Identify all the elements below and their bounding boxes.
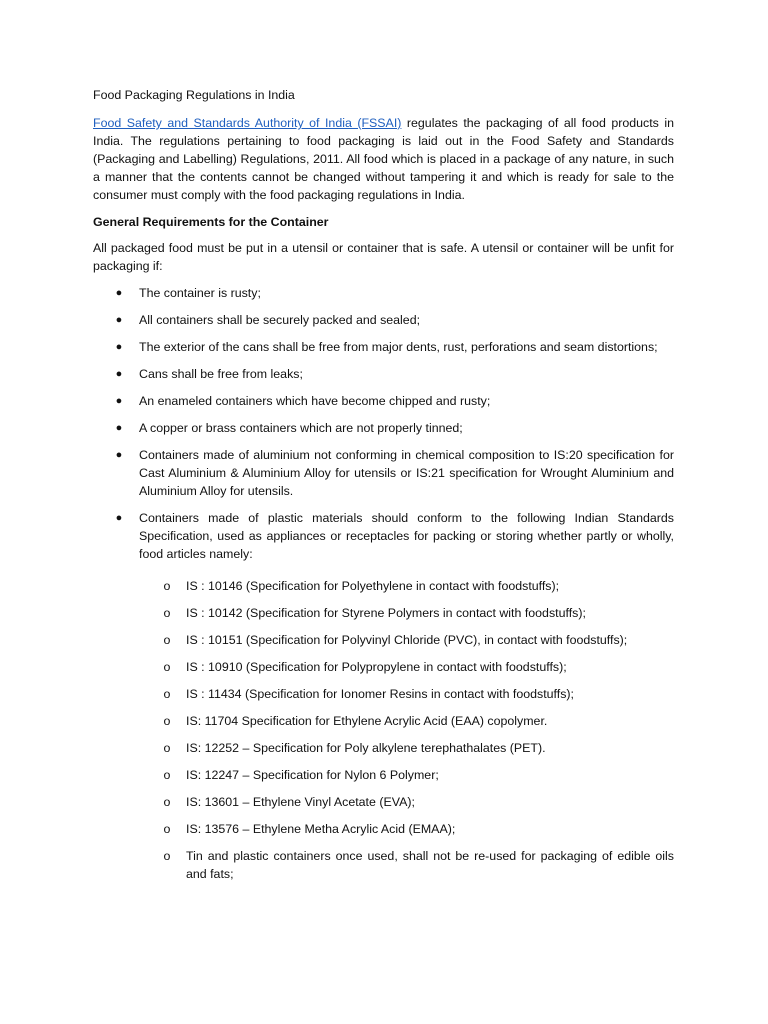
- bullet-icon: ●: [115, 512, 123, 524]
- circle-bullet-icon: o: [163, 768, 171, 782]
- sub-list-item-text: IS: 12252 – Specification for Poly alkylene terephathalates (PET).: [186, 741, 546, 755]
- page-title: Food Packaging Regulations in India: [93, 88, 295, 102]
- sub-list-item: [139, 604, 674, 622]
- section-intro: All packaged food must be put in a utensil or container that is safe. A utensil or container will be unfit for packaging if:: [93, 241, 674, 273]
- bullet-icon: ●: [115, 449, 123, 461]
- list-item-text: The container is rusty;: [139, 286, 261, 300]
- bullet-icon: ●: [115, 422, 123, 434]
- list-item-text: Containers made of aluminium not conforming in chemical composition to IS:20 specification for Cast Aluminium & Aluminium Alloy for utensils or IS:21 specification for Wrought Aluminium and Aluminium Alloy for utensils.: [139, 448, 674, 498]
- sub-list-item: [139, 631, 674, 649]
- document-body: [93, 86, 674, 892]
- list-item-text: An enameled containers which have become chipped and rusty;: [139, 394, 491, 408]
- sub-list-item-text: IS: 12247 – Specification for Nylon 6 Polymer;: [186, 768, 439, 782]
- list-item: [93, 338, 674, 356]
- bullet-icon: ●: [115, 287, 123, 299]
- list-item: [93, 365, 674, 383]
- sub-list-item: [139, 577, 674, 595]
- list-item-text: All containers shall be securely packed and sealed;: [139, 313, 421, 327]
- sub-list-item: [139, 658, 674, 676]
- sub-list-item: [139, 847, 674, 883]
- list-item: [93, 311, 674, 329]
- circle-bullet-icon: o: [163, 660, 171, 674]
- sub-list-item-text: Tin and plastic containers once used, shall not be re-used for packaging of edible oils and fats;: [186, 849, 674, 881]
- sub-list-item: [139, 685, 674, 703]
- sub-list-item-text: IS: 13576 – Ethylene Metha Acrylic Acid (EMAA);: [186, 822, 456, 836]
- list-item-text: Cans shall be free from leaks;: [139, 367, 303, 381]
- list-item-text: Containers made of plastic materials should conform to the following Indian Standards Specification, used as appliances or receptacles for packing or storing whether partly or wholly, food articles namely:: [139, 511, 674, 561]
- sub-list-item: [139, 820, 674, 838]
- list-item: [93, 419, 674, 437]
- section-heading: General Requirements for the Container: [93, 215, 329, 229]
- sub-list-item-text: IS : 10142 (Specification for Styrene Polymers in contact with foodstuffs);: [186, 606, 586, 620]
- circle-bullet-icon: o: [163, 579, 171, 593]
- sub-list-item-text: IS: 13601 – Ethylene Vinyl Acetate (EVA);: [186, 795, 415, 809]
- sub-list-item-text: IS : 11434 (Specification for Ionomer Resins in contact with foodstuffs);: [186, 687, 574, 701]
- circle-bullet-icon: o: [163, 849, 171, 863]
- sub-list-item-text: IS : 10146 (Specification for Polyethylene in contact with foodstuffs);: [186, 579, 560, 593]
- bullet-icon: ●: [115, 395, 123, 407]
- sub-list-item: [139, 712, 674, 730]
- list-item: [93, 284, 674, 302]
- bullet-icon: ●: [115, 341, 123, 353]
- intro-paragraph: [93, 114, 674, 204]
- list-item: [93, 446, 674, 500]
- circle-bullet-icon: o: [163, 633, 171, 647]
- sub-list-item-text: IS: 11704 Specification for Ethylene Acrylic Acid (EAA) copolymer.: [186, 714, 548, 728]
- sub-list-item: [139, 793, 674, 811]
- requirements-list: [93, 284, 674, 883]
- standards-sublist: [139, 577, 674, 883]
- list-item: [93, 392, 674, 410]
- circle-bullet-icon: o: [163, 714, 171, 728]
- circle-bullet-icon: o: [163, 822, 171, 836]
- sub-list-item: [139, 739, 674, 757]
- bullet-icon: ●: [115, 368, 123, 380]
- list-item: [93, 509, 674, 883]
- sub-list-item-text: IS : 10151 (Specification for Polyvinyl Chloride (PVC), in contact with foodstuffs);: [186, 633, 628, 647]
- bullet-icon: ●: [115, 314, 123, 326]
- circle-bullet-icon: o: [163, 687, 171, 701]
- sub-list-item-text: IS : 10910 (Specification for Polypropylene in contact with foodstuffs);: [186, 660, 567, 674]
- sub-list-item: [139, 766, 674, 784]
- list-item-text: A copper or brass containers which are not properly tinned;: [139, 421, 463, 435]
- circle-bullet-icon: o: [163, 606, 171, 620]
- list-item-text: The exterior of the cans shall be free from major dents, rust, perforations and seam distortions;: [139, 340, 658, 354]
- circle-bullet-icon: o: [163, 795, 171, 809]
- fssai-link[interactable]: Food Safety and Standards Authority of India (FSSAI): [93, 116, 402, 130]
- intro-text: regulates the packaging of all food products in India. The regulations pertaining to food packaging is laid out in the Food Safety and Standards (Packaging and Labelling) Regulations, 2011. All food which is placed in a package of any nature, in such a manner that the contents cannot be changed without tampering it and which is ready for sale to the consumer must comply with the food packaging regulations in India.: [93, 116, 674, 202]
- circle-bullet-icon: o: [163, 741, 171, 755]
